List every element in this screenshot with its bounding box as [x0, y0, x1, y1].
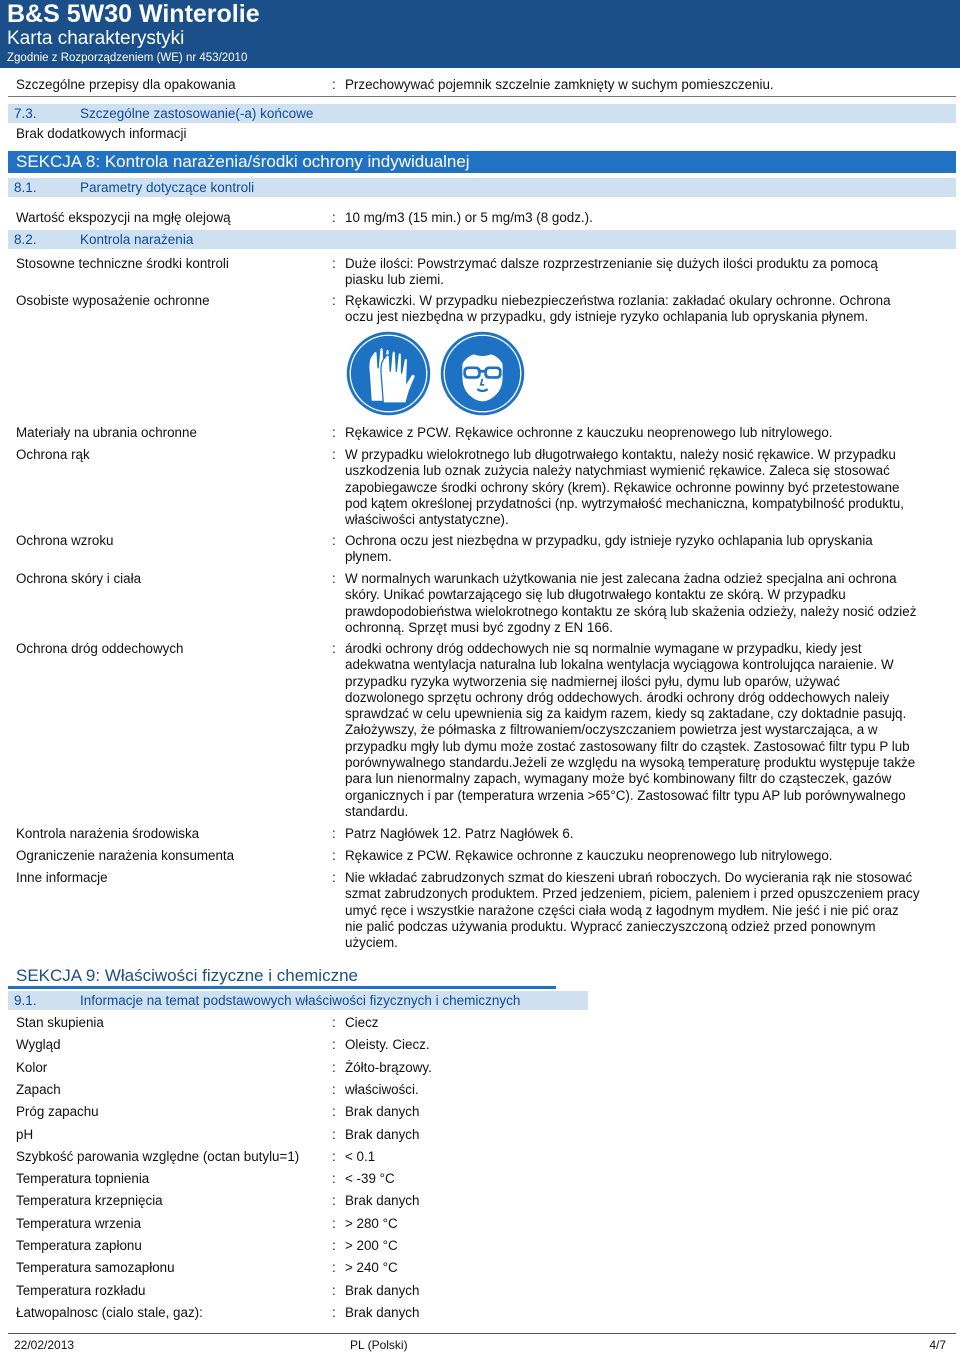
section-9-header [8, 966, 556, 989]
colon: : [332, 1193, 336, 1209]
property-label: Temperatura samozapłonu [16, 1260, 175, 1276]
subsection-number: 9.1. [14, 993, 37, 1008]
property-value: Ciecz [345, 1015, 379, 1030]
property-label: Temperatura topnienia [16, 1171, 150, 1187]
value-line: oczu jest niezbędna w przypadku, gdy istnieje ryzyko ochlapania lub opryskania płynem. [345, 309, 869, 325]
property-label: Wygląd [16, 1037, 61, 1053]
subsection-number: 7.3. [14, 106, 37, 121]
property-value: > 240 °C [345, 1260, 398, 1276]
colon: : [332, 571, 336, 586]
value-line: właściwości antystatyczne). [345, 512, 509, 528]
section-title: SEKCJA 8: Kontrola narażenia/środki ochrony indywidualnej [16, 152, 470, 171]
colon: : [332, 210, 336, 225]
subsection-8-1 [8, 178, 956, 197]
property-value: Brak danych [345, 1304, 420, 1320]
value-line: standardu. [345, 803, 409, 819]
divider [8, 96, 956, 97]
value-line: umyć ręce i wszystkie narażone części ciała wodą z łagodnym mydłem. Nie jeść i nie pić oraz [345, 902, 899, 918]
value-line: Rękawice z PCW. Rękawice ochronne z kauczuku neoprenowego lub nitrylowego. [345, 425, 833, 440]
subsection-9-1 [8, 991, 588, 1010]
property-label: Szybkość parowania względne (octan butylu=1) [16, 1148, 300, 1164]
value-line: nie palić podczas używania produktu. Wypracć zanieczyszczoną odzież przed ponownym [345, 918, 876, 934]
value-line: szmat zabrudzonych produktem. Przed jedzeniem, piciem, paleniem i przed opuszczeniem pracy [345, 886, 920, 902]
colon: : [332, 1126, 336, 1142]
property-value: < 0.1 [345, 1148, 376, 1164]
footer-language: PL (Polski) [350, 1338, 408, 1352]
property-label: Próg zapachu [16, 1104, 99, 1120]
packaging-rules-label: Szczególne przepisy dla opakowania [16, 77, 236, 92]
colon: : [332, 77, 336, 92]
subsection-8-2 [8, 230, 956, 249]
value-line: Ochrona oczu jest niezbędna w przypadku, gdy istnieje ryzyko ochlapania lub opryskania [345, 533, 873, 548]
value-line: zapobiegawcze środki ochrony skóry (krem). Rękawice ochronne powinny być przetestowane [345, 479, 900, 495]
row-label: Ograniczenie narażenia konsumenta [16, 848, 235, 863]
colon: : [332, 1215, 336, 1231]
row-label: Ochrona rąk [16, 447, 90, 462]
product-name: B&S 5W30 Winterolie [7, 0, 260, 28]
property-value: > 280 °C [345, 1215, 398, 1231]
colon: : [332, 425, 336, 440]
value-line: prawdopodobieństwa wielokrotnego kontaktu ze skórą lub skażenia odzieży, należy nosić odzież [345, 603, 917, 619]
subsection-number: 8.2. [14, 232, 37, 247]
colon: : [332, 870, 336, 885]
row-label: Ochrona dróg oddechowych [16, 641, 184, 656]
subsection-title: Kontrola narażenia [80, 232, 194, 247]
property-value: Brak danych [345, 1193, 420, 1209]
row-value [345, 425, 957, 441]
colon: : [332, 293, 336, 308]
property-value: Brak danych [345, 1126, 420, 1142]
oil-mist-exposure-label: Wartość ekspozycji na mgłę olejową [16, 210, 231, 225]
row-value [345, 256, 957, 289]
colon: : [332, 256, 336, 271]
value-line: árodki ochrony dróg oddechowych nie sq normalnie wymagane w przypadku, kiedy jest [345, 641, 862, 656]
value-line: W przypadku wielokrotnego lub długotrwałego kontaktu, należy nosić rękawice. W przypadku [345, 447, 896, 462]
value-line: Rękawiczki. W przypadku niebezpieczeństwa rozlania: zakładać okulary ochronne. Ochrona [345, 293, 891, 308]
subsection-title: Informacje na temat podstawowych właściwości fizycznych i chemicznych [80, 993, 521, 1008]
row-value [345, 447, 957, 528]
property-label: Łatwopalnosc (cialo stale, gaz): [16, 1304, 203, 1320]
row-value [345, 571, 957, 636]
row-label: Ochrona wzroku [16, 533, 114, 548]
value-line: przypadku mgły lub dymu może zostać zastosowany filtr do cząstek. Zastosować filtr typu P lub [345, 738, 910, 754]
gloves-icon [345, 330, 432, 417]
row-value [345, 848, 957, 864]
value-line: Duże ilości: Powstrzymać dalsze rozprzestrzenianie się dużych ilości produktu za pomocą [345, 256, 878, 271]
value-line: uszkodzenia lub oznak zużycia należy natychmiast wymienić rękawice. Zaleca się stosować [345, 463, 890, 479]
colon: : [332, 1015, 336, 1030]
property-value: < -39 °C [345, 1171, 395, 1187]
property-label: Temperatura wrzenia [16, 1215, 142, 1231]
value-line: Rękawice z PCW. Rękawice ochronne z kauczuku neoprenowego lub nitrylowego. [345, 848, 833, 863]
value-line: ochronną. Sprzęt musi być zgodny z EN 166. [345, 619, 613, 635]
colon: : [332, 1260, 336, 1276]
property-value: Brak danych [345, 1282, 420, 1298]
value-line: pod kątem określonej przydatności (np. wytrzymałość mechaniczna, kompatybilność produktu, [345, 495, 904, 511]
colon: : [332, 1059, 336, 1075]
property-value: właściwości. [345, 1081, 419, 1097]
value-line: W normalnych warunkach użytkowania nie jest zalecana żadna odzież specjalna ani ochrona [345, 571, 897, 586]
colon: : [332, 1104, 336, 1120]
property-value: Brak danych [345, 1104, 420, 1120]
colon: : [332, 1081, 336, 1097]
row-value [345, 826, 957, 842]
document-title: Karta charakterystyki [7, 28, 185, 49]
property-value: Oleisty. Ciecz. [345, 1037, 430, 1053]
row-label: Inne informacje [16, 870, 108, 885]
row-value [345, 870, 957, 951]
value-line: Nie wkładać zabrudzonych szmat do kieszeni ubrań roboczych. Do wycierania rąk nie stosować [345, 870, 913, 885]
row-value [345, 641, 957, 820]
row-label: Stosowne techniczne środki kontroli [16, 256, 229, 271]
colon: : [332, 1238, 336, 1253]
row-label: Kontrola narażenia środowiska [16, 826, 200, 841]
value-line: organicznych i par (temperatura wrzenia >65°C). Zastosować filtr typu AP lub porównywalnego [345, 787, 906, 803]
subsection-title: Szczególne zastosowanie(-a) końcowe [80, 106, 314, 121]
row-label: Ochrona skóry i ciała [16, 571, 142, 586]
colon: : [332, 848, 336, 863]
colon: : [332, 641, 336, 656]
value-line: przypadku ryzyka wytworzenia się nadmiernej ilości pyłu, dymu lub oparów, używać [345, 673, 840, 689]
colon: : [332, 826, 336, 841]
row-label: Osobiste wyposażenie ochronne [16, 293, 210, 308]
section-8-header [8, 151, 956, 173]
footer-page-number: 4/7 [929, 1338, 946, 1352]
value-line: para lun nienormalny zapach, wymagany może być kombinowany filtr do cząsteczek, gazów [345, 771, 892, 787]
value-line: użyciem. [345, 935, 398, 951]
footer-date: 22/02/2013 [14, 1338, 75, 1352]
property-label: Temperatura zapłonu [16, 1238, 142, 1253]
goggles-icon [439, 330, 526, 417]
packaging-rules-value: Przechowywać pojemnik szczelnie zamknięty w suchym pomieszczeniu. [345, 77, 774, 92]
property-label: Temperatura krzepnięcia [16, 1193, 163, 1209]
property-value: > 200 °C [345, 1238, 398, 1253]
row-label: Materiały na ubrania ochronne [16, 425, 197, 440]
colon: : [332, 1037, 336, 1053]
page-footer [8, 1333, 956, 1352]
value-line: dozwolonego sprzętu ochrony dróg oddechowych. árodki ochrony dróg oddechowych naleiy [345, 689, 890, 705]
section-title: SEKCJA 9: Właściwości fizyczne i chemiczne [16, 966, 358, 985]
row-value [345, 533, 957, 566]
property-label: pH [16, 1126, 34, 1142]
document-header [0, 0, 960, 68]
colon: : [332, 447, 336, 462]
value-line: skóry. Unikać powtarzającego się lub długotrwałego kontaktu ze skórą. W przypadku [345, 587, 846, 603]
property-label: Stan skupienia [16, 1015, 104, 1030]
colon: : [332, 1282, 336, 1298]
property-label: Zapach [16, 1081, 61, 1097]
value-line: adekwatna wentylacja naturalna lub lokalna wentylacja wyciągowa kontrolujqca naraienie. W [345, 657, 894, 673]
regulation-reference: Zgodnie z Rozporządzeniem (WE) nr 453/2010 [7, 52, 248, 64]
property-label: Kolor [16, 1059, 48, 1075]
value-line: porównywalnego standardu.Jeżeli ze względu na wysoką temperaturę produktu występuje także [345, 755, 916, 771]
colon: : [332, 533, 336, 548]
no-additional-info: Brak dodatkowych informacji [16, 126, 187, 141]
property-label: Temperatura rozkładu [16, 1282, 146, 1298]
value-line: Patrz Nagłówek 12. Patrz Nagłówek 6. [345, 826, 574, 841]
subsection-number: 8.1. [14, 180, 37, 195]
colon: : [332, 1148, 336, 1164]
row-value [345, 293, 957, 326]
subsection-title: Parametry dotyczące kontroli [80, 180, 255, 195]
subsection-7-3 [8, 104, 956, 123]
value-line: piasku lub ziemi. [345, 272, 444, 288]
value-line: płynem. [345, 549, 392, 565]
value-line: Założywszy, że półmaska z filtrowaniem/oczyszczaniem powietrza jest wystarczająca, a w [345, 722, 878, 738]
property-value: Żółto-brązowy. [345, 1059, 432, 1075]
colon: : [332, 1304, 336, 1320]
oil-mist-exposure-value: 10 mg/m3 (15 min.) or 5 mg/m3 (8 godz.). [345, 210, 593, 225]
value-line: sprawdzać w celu upewnienia sig za kaidym razem, kiedy sq zaktadane, czy doktadnie pasujq. [345, 706, 907, 722]
colon: : [332, 1171, 336, 1187]
